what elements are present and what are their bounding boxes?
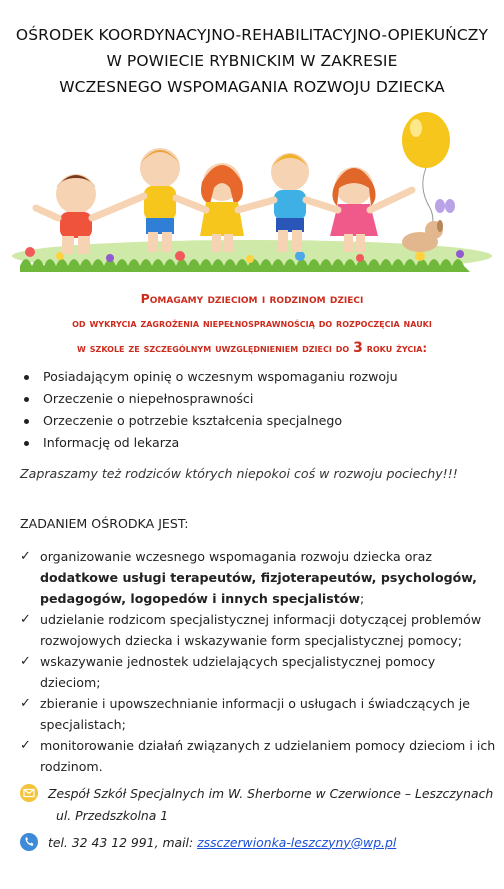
school-name: Zespół Szkół Specjalnych im W. Sherborne w Czerwionce – Leszczynach [48, 785, 494, 801]
phone-icon [20, 833, 38, 851]
headline-line-2: od wykrycia zagrożenia niepełnosprawnością do rozpoczęcia nauki [72, 317, 432, 330]
phone-row [20, 833, 500, 851]
children-illustration [0, 106, 504, 276]
list-item [20, 388, 490, 410]
list-item-text: wskazywanie jednostek udzielających specjalistycznej pomocy dzieciom; [40, 654, 436, 690]
checkmark-icon: ✓ [20, 738, 31, 753]
headline [0, 286, 504, 361]
bullet-icon [24, 397, 29, 402]
page-title [0, 22, 504, 100]
bullet-icon [24, 375, 29, 380]
list-item [20, 546, 496, 609]
list-item [20, 432, 490, 454]
list-item-text: zbieranie i upowszechnianie informacji o usługach i świadczących je specjalistach; [40, 696, 470, 732]
contact-block [20, 784, 500, 851]
checkmark-icon: ✓ [20, 612, 31, 627]
task-1-text: organizowanie wczesnego wspomagania rozwoju dziecka oraz [40, 549, 432, 564]
title-line-3: WCZESNEGO WSPOMAGANIA ROZWOJU DZIECKA [59, 78, 445, 96]
email-link[interactable]: zssczerwionka-leszczyny@wp.pl [197, 834, 397, 850]
address-row [20, 784, 500, 802]
task-list [20, 546, 496, 777]
list-item-text: Orzeczenie o potrzebie kształcenia specjalnego [43, 413, 343, 428]
bullet-icon [24, 419, 29, 424]
task-1-bold-text: dodatkowe usługi terapeutów, fizjoterapeutów, psychologów, pedagogów, logopedów i innych specjalistów [40, 570, 477, 606]
list-item [20, 609, 496, 651]
invitation-text: Zapraszamy też rodziców których niepokoi coś w rozwoju pociechy!!! [20, 466, 458, 481]
list-item-text: Orzeczenie o niepełnosprawności [43, 391, 254, 406]
tasks-heading: ZADANIEM OŚRODKA JEST: [20, 516, 189, 531]
title-line-2: W POWIECIE RYBNICKIM W ZAKRESIE [106, 52, 398, 70]
list-item [20, 410, 490, 432]
checkmark-icon: ✓ [20, 549, 31, 564]
list-item [20, 366, 490, 388]
phone-number: tel. 32 43 12 991, mail: [48, 834, 198, 850]
list-item [20, 693, 496, 735]
bullet-icon [24, 441, 29, 446]
envelope-icon [20, 784, 38, 802]
headline-line-1: Pomagamy dzieciom i rodzinom dzieci [140, 291, 364, 306]
task-1-end: ; [360, 591, 365, 606]
list-item [20, 735, 496, 777]
bullet-list [20, 366, 490, 454]
headline-line-3-end: roku życia: [362, 342, 427, 355]
checkmark-icon: ✓ [20, 696, 31, 711]
list-item-text: Informację od lekarza [43, 435, 180, 450]
phone-mail-text [48, 835, 396, 850]
list-item-text: Posiadającym opinię o wczesnym wspomaganiu rozwoju [43, 369, 398, 384]
headline-line-3-start: w szkole ze szczególnym uwzględnieniem dzieci do [77, 342, 354, 355]
headline-line-3 [0, 336, 504, 361]
street-address: ul. Przedszkolna 1 [56, 808, 169, 823]
title-line-1: OŚRODEK KOORDYNACYJNO-REHABILITACYJNO-OPIEKUŃCZY [15, 26, 489, 44]
list-item-text [40, 546, 496, 609]
list-item [20, 651, 496, 693]
checkmark-icon: ✓ [20, 654, 31, 669]
headline-age-number: 3 [353, 340, 363, 356]
list-item-text: udzielanie rodzicom specjalistycznej informacji dotyczącej problemów rozwojowych dziecka i wskazywanie form specjalistycznej pomocy; [40, 612, 482, 648]
list-item-text: monitorowanie działań związanych z udzielaniem pomocy dzieciom i ich rodzinom. [40, 738, 496, 774]
